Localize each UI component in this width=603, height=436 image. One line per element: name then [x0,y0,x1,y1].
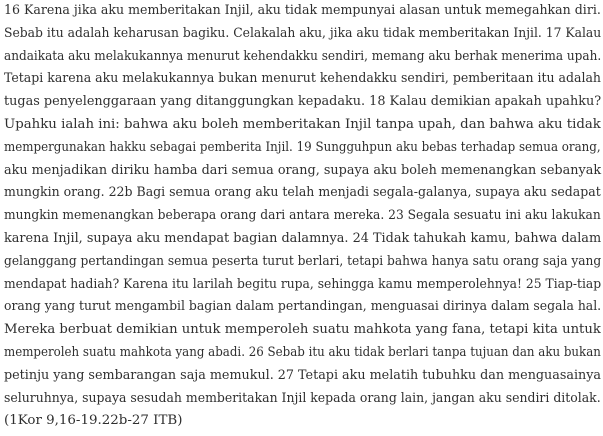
passage-line-1: 16 Karena jika aku memberitakan Injil, aku tidak mempunyai alasan untuk memegahkan diri. [4,3,601,18]
passage-line-4: Tetapi karena aku melakukannya bukan menurut kehendakku sendiri, pemberitaan itu adalah [4,71,601,87]
passage-line-8: aku menjadikan diriku hamba dari semua orang, supaya aku boleh memenangkan sebanyak [4,162,602,178]
passage-line-3: andaikata aku melakukannya menurut kehendakku sendiri, memang aku berhak menerima upah. [4,48,602,64]
passage-line-10: mungkin memenangkan beberapa orang dari antara mereka. 23 Segala sesuatu ini aku lakukan [4,208,601,224]
passage-line-6: Upahku ialah ini: bahwa aku boleh memberitakan Injil tanpa upah, dan bahwa aku tidak [4,116,601,132]
bible-passage-text [4,0,603,433]
passage-line-17: petinju yang sembarangan saja memukul. 27 Tetapi aku melatih tubuhku dan menguasainya [4,367,602,383]
passage-line-18: seluruhnya, supaya sesudah memberitakan Injil kepada orang lain, jangan aku sendiri ditolak. [4,390,601,406]
passage-line-7: mempergunakan hakku sebagai pemberita Injil. 19 Sungguhpun aku bebas terhadap semua orang, [4,139,601,155]
passage-line-16: memperoleh suatu mahkota yang abadi. 26 Sebab itu aku tidak berlari tanpa tujuan dan aku bukan [4,344,601,360]
passage-line-11: karena Injil, supaya aku mendapat bagian dalamnya. 24 Tidak tahukah kamu, bahwa dalam [4,230,602,246]
passage-line-12: gelanggang pertandingan semua peserta turut berlari, tetapi bahwa hanya satu orang saja yang [4,253,602,269]
passage-line-13: mendapat hadiah? Karena itu larilah begitu rupa, sehingga kamu memperolehnya! 25 Tiap-tiap [4,276,602,292]
passage-line-14: orang yang turut mengambil bagian dalam pertandingan, menguasai dirinya dalam segala hal. [4,299,602,315]
passage-line-5: tugas penyelenggaraan yang ditanggungkan kepadaku. 18 Kalau demikian apakah upahku? [4,94,602,110]
passage-line-15: Mereka berbuat demikian untuk memperoleh suatu mahkota yang fana, tetapi kita untuk [4,322,601,338]
passage-reference: (1Kor 9,16-19.22b-27 ITB) [4,413,183,429]
passage-line-2: Sebab itu adalah keharusan bagiku. Celakalah aku, jika aku tidak memberitakan Injil. 17 Kalau [4,25,602,41]
passage-line-9: mungkin orang. 22b Bagi semua orang aku telah menjadi segala-galanya, supaya aku sedapat [4,185,601,201]
